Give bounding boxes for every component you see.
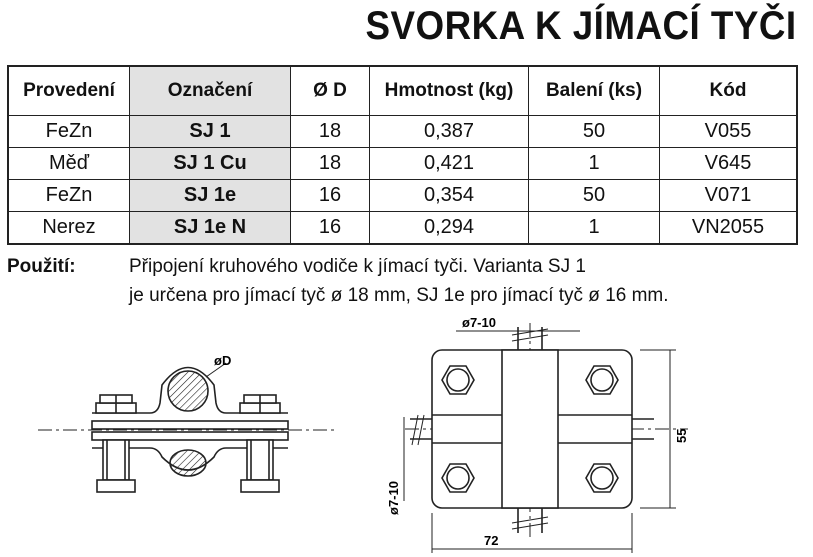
cell-provedeni: Nerez xyxy=(8,212,130,245)
usage-text xyxy=(129,252,809,310)
cell-kod: V645 xyxy=(660,148,798,180)
cell-provedeni: FeZn xyxy=(8,180,130,212)
table-row xyxy=(8,116,797,148)
page-title: SVORKA K JÍMACÍ TYČI xyxy=(365,4,797,48)
cell-baleni: 50 xyxy=(529,180,660,212)
top-diameter-label: ø7-10 xyxy=(462,315,496,330)
cell-prumer: 18 xyxy=(291,116,370,148)
spec-table xyxy=(7,65,798,245)
table-row xyxy=(8,180,797,212)
cell-provedeni: Měď xyxy=(8,148,130,180)
cell-hmotnost: 0,354 xyxy=(370,180,529,212)
header-kod: Kód xyxy=(660,66,798,116)
cell-hmotnost: 0,387 xyxy=(370,116,529,148)
usage-line-2: je určena pro jímací tyč ø 18 mm, SJ 1e pro jímací tyč ø 16 mm. xyxy=(129,285,669,306)
cell-oznaceni: SJ 1 xyxy=(130,116,291,148)
cell-prumer: 16 xyxy=(291,180,370,212)
cell-prumer: 18 xyxy=(291,148,370,180)
cell-kod: V071 xyxy=(660,180,798,212)
header-baleni: Balení (ks) xyxy=(529,66,660,116)
cell-hmotnost: 0,421 xyxy=(370,148,529,180)
table-row xyxy=(8,148,797,180)
header-prumer: Ø D xyxy=(291,66,370,116)
cell-baleni: 50 xyxy=(529,116,660,148)
height-dimension-label: 55 xyxy=(674,428,689,443)
cell-kod: VN2055 xyxy=(660,212,798,245)
usage-label: Použití: xyxy=(7,256,76,277)
cell-oznaceni: SJ 1e N xyxy=(130,212,291,245)
header-provedeni: Provedení xyxy=(8,66,130,116)
cell-kod: V055 xyxy=(660,116,798,148)
table-header-row xyxy=(8,66,797,116)
header-oznaceni: Označení xyxy=(130,66,291,116)
cell-hmotnost: 0,294 xyxy=(370,212,529,245)
cell-oznaceni: SJ 1 Cu xyxy=(130,148,291,180)
cell-baleni: 1 xyxy=(529,212,660,245)
left-diameter-label: ø7-10 xyxy=(386,481,401,515)
usage-line-1: Připojení kruhového vodiče k jímací tyči. Varianta SJ 1 xyxy=(129,256,586,277)
cell-baleni: 1 xyxy=(529,148,660,180)
side-view xyxy=(38,363,336,492)
cell-oznaceni: SJ 1e xyxy=(130,180,291,212)
cell-provedeni: FeZn xyxy=(8,116,130,148)
top-view xyxy=(404,323,688,553)
side-diameter-label: øD xyxy=(214,353,232,368)
header-hmotnost: Hmotnost (kg) xyxy=(370,66,529,116)
technical-drawing xyxy=(0,305,813,557)
table-row xyxy=(8,212,797,245)
cell-prumer: 16 xyxy=(291,212,370,245)
width-dimension-label: 72 xyxy=(484,533,499,548)
